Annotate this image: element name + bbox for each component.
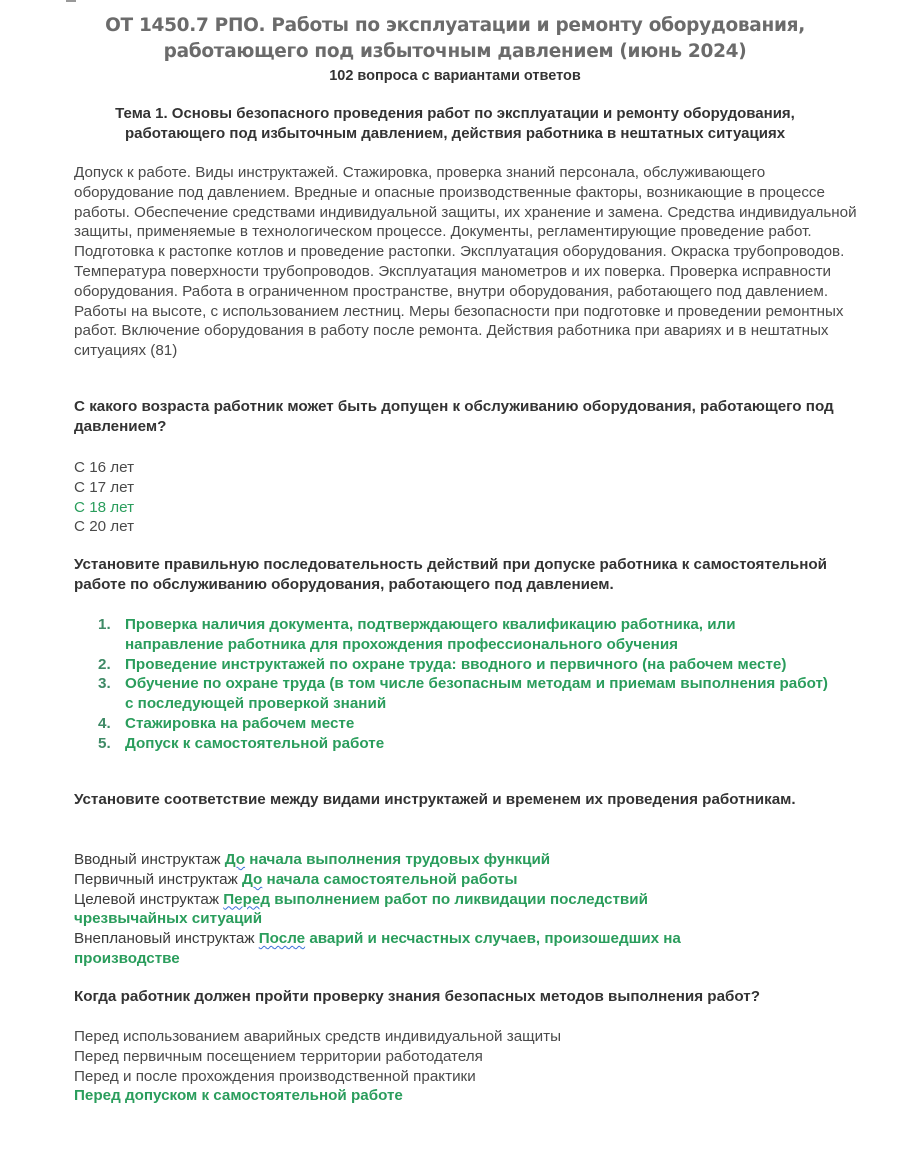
answer-option: С 16 лет (74, 459, 135, 476)
match-label: Первичный инструктаж (74, 870, 238, 888)
question-4-text: Когда работник должен пройти проверку знания безопасных методов выполнения работ? (74, 988, 761, 1005)
sequence-number: 5. (98, 734, 111, 752)
answer-option: Перед использованием аварийных средств индивидуальной защиты (74, 1028, 561, 1045)
topic-description: Допуск к работе. Виды инструктажей. Стажировка, проверка знаний персонала, обслуживающего оборудование под давлением. Вредные и опасные производственные факторы, возникающие в процессе работы. Обеспечение средствами индивидуальной защиты, их хранение и замена. Средства индивидуальной защиты, применяемые в технологическом процессе. Документы, регламентирующие проведение работ. Подготовка к растопке котлов и проведение растопки. Эксплуатация оборудования. Окраска трубопроводов. Температура поверхности трубопроводов. Эксплуатация манометров и их поверка. Проверка исправности оборудования. Работа в ограниченном пространстве, внутри оборудования, работающего под давлением. Работы на высоте, с использованием лестниц. Меры безопасности при подготовке и проведении ремонтных работ. Включение оборудования в работу после ремонта. Действия работника при авариях и в нештатных ситуациях (81) (74, 164, 857, 360)
title-line-1: ОТ 1450.7 РПО. Работы по эксплуатации и ремонту оборудования, (105, 15, 805, 36)
match-row (74, 850, 764, 870)
sequence-label: Проверка наличия документа, подтверждающего квалификацию работника, или направление работника для прохождения профессионального обучения (125, 616, 736, 653)
title-line-2: работающего под избыточным давлением (июнь 2024) (163, 41, 747, 62)
match-row (74, 870, 764, 890)
question-4-options (74, 1027, 864, 1106)
answer-option: С 17 лет (74, 478, 135, 496)
document-subtitle: 102 вопроса с вариантами ответов (329, 68, 581, 84)
sequence-item (98, 615, 838, 655)
sequence-number: 1. (98, 616, 111, 633)
match-label: Внеплановый инструктаж (74, 930, 255, 948)
question-3-text: Установите соответствие между видами инструктажей и временем их проведения работникам. (74, 791, 796, 808)
answer-option: Перед и после прохождения производственной практики (74, 1067, 476, 1085)
match-key-word: До (224, 851, 246, 868)
match-key-word: До (242, 870, 263, 888)
match-row (74, 929, 764, 969)
match-label: Целевой инструктаж (74, 890, 220, 908)
sequence-label: Стажировка на рабочем месте (125, 714, 355, 732)
sequence-label: Допуск к самостоятельной работе (125, 734, 385, 752)
sequence-item (98, 674, 838, 714)
sequence-item (98, 714, 838, 734)
sequence-number: 4. (98, 714, 111, 732)
sequence-label: Проведение инструктажей по охране труда: вводного и первичного (на рабочем месте) (125, 655, 787, 673)
match-label: Вводный инструктаж (74, 851, 221, 868)
answer-option-correct: Перед допуском к самостоятельной работе (74, 1087, 403, 1105)
scroll-edge-mark (66, 0, 76, 2)
question-1-text: С какого возраста работник может быть допущен к обслуживанию оборудования, работающего под давлением? (74, 398, 834, 435)
answer-option: Перед первичным посещением территории работодателя (74, 1047, 483, 1065)
answer-option: С 20 лет (74, 518, 135, 536)
sequence-number: 2. (98, 655, 111, 673)
question-2-sequence (98, 615, 838, 754)
match-key-word: После (258, 930, 306, 948)
match-answer: аварий и несчастных случаев, произошедших на производстве (74, 930, 681, 967)
match-answer: начала самостоятельной работы (266, 870, 518, 888)
question-1-options (74, 458, 864, 537)
match-answer: начала выполнения трудовых функций (249, 851, 551, 868)
sequence-number: 3. (98, 675, 111, 693)
match-row (74, 890, 764, 930)
sequence-item (98, 655, 838, 675)
document-title (0, 13, 910, 65)
topic-heading: Тема 1. Основы безопасного проведения работ по эксплуатации и ремонту оборудования, работающего под избыточным давлением, действия работника в нештатных ситуациях (115, 105, 795, 142)
question-2-text: Установите правильную последовательность действий при допуске работника к самостоятельной работе по обслуживанию оборудования, работающего под давлением. (74, 556, 827, 593)
question-3-matches (74, 850, 764, 969)
answer-option-correct: С 18 лет (74, 498, 135, 516)
match-answer: выполнением работ по ликвидации последствий чрезвычайных ситуаций (74, 890, 648, 928)
sequence-label: Обучение по охране труда (в том числе безопасным методам и приемам выполнения работ) с последующей проверкой знаний (125, 675, 828, 713)
sequence-item (98, 734, 838, 754)
match-key-word: Перед (223, 890, 270, 908)
